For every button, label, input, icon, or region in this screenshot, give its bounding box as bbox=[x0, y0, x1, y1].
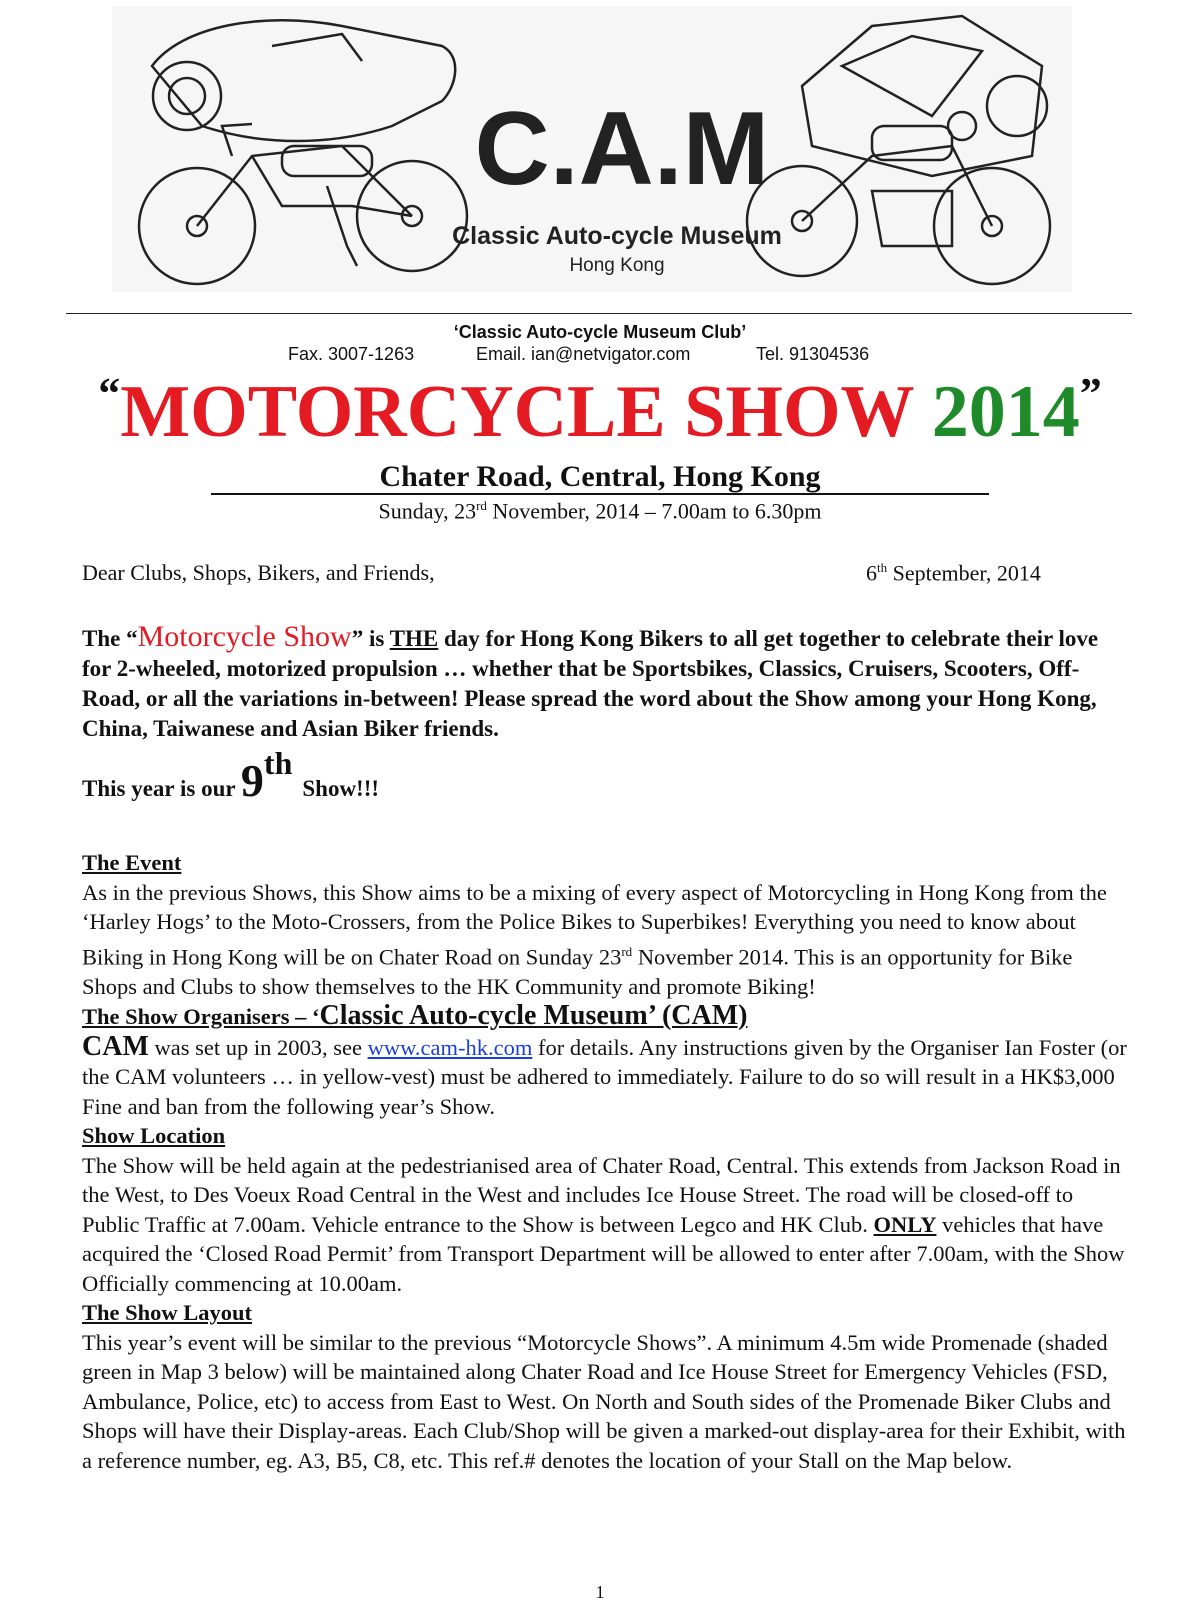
datetime-prefix: Sunday, 23 bbox=[378, 498, 477, 524]
event-text-b: November 2014. This is an opportunity for Bike Shops and Clubs to show themselves to the HK Community and promote Biking! bbox=[82, 944, 1073, 999]
logo-location: Hong Kong bbox=[569, 255, 665, 276]
intro-show-name: Motorcycle Show bbox=[137, 620, 352, 653]
event-datetime bbox=[0, 498, 1200, 524]
organisers-text bbox=[82, 1032, 1132, 1122]
ninth-post: Show!!! bbox=[302, 776, 380, 801]
layout-text: This year’s event will be similar to the previous “Motorcycle Shows”. A minimum 4.5m wide Promenade (shaded green in Map 3 below) will be maintained along Chater Road and Ice House Street for Emergency Vehicles (FSD, Ambulance, Police, etc) to access from East to West. On North and South sides of the Promenade Biker Clubs and Shops will have their Display-areas. Each Club/Shop will be given a marked-out display-area for their Exhibit, with a reference number, eg. A3, B5, C8, etc. This ref.# denotes the location of your Stall on the Map below. bbox=[82, 1329, 1126, 1473]
fax-number: Fax. 3007-1263 bbox=[288, 344, 415, 364]
intro-the: THE bbox=[389, 626, 439, 651]
organisers-text-a: was set up in 2003, see bbox=[148, 1034, 368, 1060]
logo-title: C.A.M bbox=[474, 91, 770, 207]
ninth-sup: th bbox=[263, 745, 293, 781]
event-sup: rd bbox=[621, 943, 633, 959]
headline-year: 2014 bbox=[931, 371, 1080, 453]
location-heading: Show Location bbox=[82, 1123, 226, 1148]
datetime-sup: rd bbox=[476, 498, 487, 513]
page-number: 1 bbox=[595, 1582, 605, 1602]
cam-logo bbox=[112, 6, 1072, 292]
headline-title: MOTORCYCLE SHOW bbox=[120, 371, 914, 453]
event-heading: The Event bbox=[82, 850, 182, 875]
logo-subtitle: Classic Auto-cycle Museum bbox=[452, 222, 782, 250]
cam-label: CAM bbox=[82, 1030, 149, 1062]
salutation: Dear Clubs, Shops, Bikers, and Friends, bbox=[82, 560, 435, 585]
location-only: ONLY bbox=[873, 1211, 937, 1237]
location-text bbox=[82, 1151, 1132, 1299]
letter-body bbox=[82, 848, 1132, 1475]
letter-date-day: 6 bbox=[866, 560, 877, 586]
organisers-text-b: for details. Any instructions given by the Organiser Ian Foster (or the CAM volunteers … in yellow-vest) must be adhered to immediately. Failure to do so will result in a HK$3,000 Fine and ban from the following year’s Show. bbox=[82, 1034, 1127, 1119]
ninth-pre: This year is our bbox=[82, 776, 241, 801]
headline-close-quote: ” bbox=[1079, 369, 1102, 418]
letter-date bbox=[866, 560, 1041, 586]
layout-heading: The Show Layout bbox=[82, 1300, 253, 1325]
show-headline bbox=[0, 369, 1200, 453]
intro-lead: The “ bbox=[82, 626, 138, 651]
location-text-a: The Show will be held again at the pedestrianised area of Chater Road, Central. This extends from Jackson Road in the West, to Des Voeux Road Central in the West and includes Ice House Street. The road will be closed-off to Public Traffic at 7.00am. Vehicle entrance to the Show is between Legco and HK Club. bbox=[82, 1152, 1121, 1237]
letter-date-rest: September, 2014 bbox=[887, 560, 1041, 586]
organisers-heading bbox=[82, 1001, 1132, 1032]
contact-line bbox=[288, 344, 908, 365]
headline-open-quote: “ bbox=[98, 369, 121, 418]
venue-text: Chater Road, Central, Hong Kong bbox=[211, 460, 988, 495]
ninth-show-line bbox=[82, 745, 379, 807]
event-text bbox=[82, 878, 1132, 1002]
intro-rest: day for Hong Kong Bikers to all get together to celebrate their love for 2-wheeled, motorized propulsion … whether that be Sportsbikes, Classics, Cruisers, Scooters, Off-Road, or all the variations in-between! Please spread the word about the Show among your Hong Kong, China, Taiwanese and Asian Biker friends. bbox=[82, 626, 1099, 741]
organisers-heading-b: Classic Auto-cycle Museum’ (CAM) bbox=[319, 1000, 748, 1031]
cam-logo-illustration bbox=[112, 6, 1072, 292]
ninth-number: 9 bbox=[240, 755, 264, 806]
event-text-a: As in the previous Shows, this Show aims to be a mixing of every aspect of Motorcycling in Hong Kong from the ‘Harley Hogs’ to the Moto-Crossers, from the Police Bikes to Superbikes! Everything you need to know about Biking in Hong Kong will be on Chater Road on Sunday 23 bbox=[82, 879, 1107, 969]
tel-number: Tel. 91304536 bbox=[756, 344, 870, 364]
venue bbox=[0, 460, 1200, 494]
datetime-rest: November, 2014 – 7.00am to 6.30pm bbox=[486, 498, 822, 524]
club-name: ‘Classic Auto-cycle Museum Club’ bbox=[453, 322, 747, 342]
header-divider bbox=[66, 313, 1132, 314]
intro-mid: ” is bbox=[351, 626, 390, 651]
cam-website-link[interactable]: www.cam-hk.com bbox=[367, 1034, 533, 1060]
organisers-heading-a: The Show Organisers – ‘ bbox=[82, 1004, 320, 1029]
intro-paragraph bbox=[82, 622, 1102, 744]
location-text-b: vehicles that have acquired the ‘Closed Road Permit’ from Transport Department will be allowed to enter after 7.00am, with the Show Officially commencing at 10.00am. bbox=[82, 1211, 1125, 1296]
email-address: Email. ian@netvigator.com bbox=[476, 344, 691, 364]
letter-date-sup: th bbox=[877, 560, 888, 575]
